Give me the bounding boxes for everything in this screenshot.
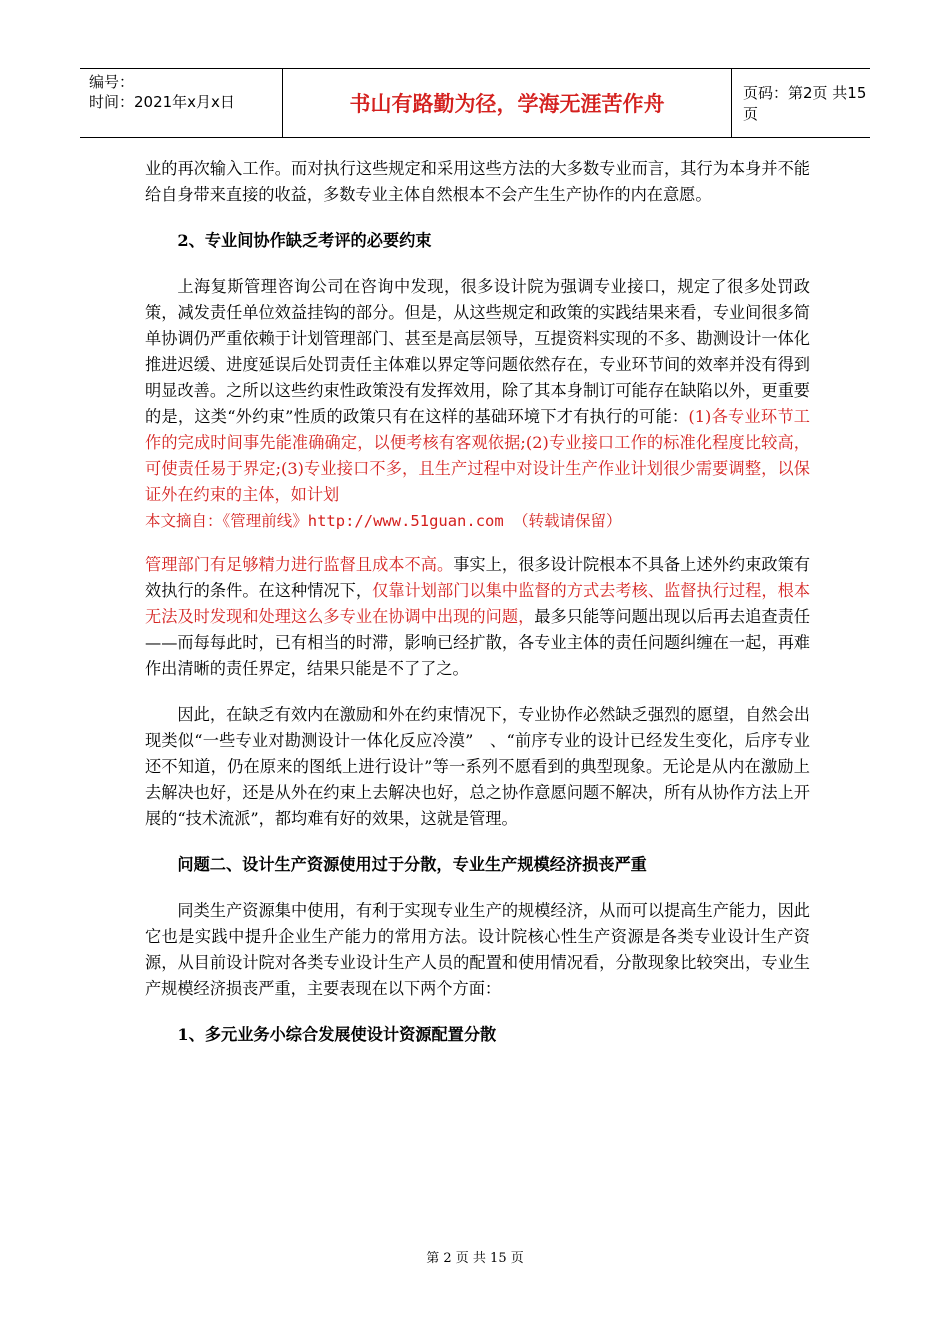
time-label: 时间：2021年x月x日 — [89, 93, 235, 111]
paragraph-text: 最多只能等问题出现以后再去追查责任——而每每此时，已有相当的时滞，影响已经扩散，各专业主体的责任问题纠缠在一起，再难作出清晰的责任界定，结果只能是不了了之。 — [145, 607, 811, 678]
number-label: 编号： — [89, 73, 135, 91]
document-body — [145, 156, 810, 1048]
paragraph: 同类生产资源集中使用，有利于实现专业生产的规模经济，从而可以提高生产能力，因此它也是实践中提升企业生产能力的常用方法。设计院核心性生产资源是各类专业设计生产资源，从目前设计院对各类专业设计生产人员的配置和使用情况看，分散现象比较突出，专业生产规模经济损丧严重，主要表现在以下两个方面： — [145, 901, 810, 998]
highlighted-text: 仅靠计划部门以集中监督的方式去考核、监督执行过程，根本无法及时发现和处理这么多专业在协调中出现的问题， — [145, 581, 811, 626]
header-motto: 书山有路勤为径，学海无涯苦作舟 — [282, 69, 732, 137]
paragraph-text: 事实上，很多设计院根本不具备上述外约束政策有效执行的条件。在这种情况下， — [145, 555, 810, 600]
highlighted-text: (1)各专业环节工作的完成时间事先能准确确定，以便考核有客观依据;(2)专业接口工作的标准化程度比较高，可使责任易于界定;(3)专业接口不多，且生产过程中对设计生产作业计划很少需要调整，以保证外在约束的主体，如计划 — [145, 407, 810, 504]
page-footer: 第 2 页 共 15 页 — [426, 1251, 524, 1266]
section-heading: 问题二、设计生产资源使用过于分散，专业生产规模经济损丧严重 — [177, 855, 647, 874]
paragraph-text: 上海复斯管理咨询公司在咨询中发现，很多设计院为强调专业接口，规定了很多处罚政策，减发责任单位效益挂钩的部分。但是，从这些规定和政策的实践结果来看，专业间很多简单协调仍严重依赖于计划管理部门、甚至是高层领导，互提资料实现的不多、勘测设计一体化推进迟缓、进度延误后处罚责任主体难以界定等问题依然存在，专业环节间的效率并没有得到明显改善。之所以这些约束性政策没有发挥效用，除了其本身制订可能存在缺陷以外，更重要的是，这类“外约束”性质的政策只有在这样的基础环境下才有执行的可能： — [145, 277, 810, 426]
paragraph: 业的再次输入工作。而对执行这些规定和采用这些方法的大多数专业而言，其行为本身并不能给自身带来直接的收益，多数专业主体自然根本不会产生生产协作的内在意愿。 — [145, 159, 810, 204]
section-heading: 2、专业间协作缺乏考评的必要约束 — [177, 231, 432, 250]
header-page-info: 页码：第2页 共15页 — [743, 84, 867, 123]
paragraph: 因此，在缺乏有效内在激励和外在约束情况下，专业协作必然缺乏强烈的愿望，自然会出现类似“一些专业对勘测设计一体化反应冷漠” 、“前序专业的设计已经发生变化，后序专业还不知道，仍在原来的图纸上进行设计”等一系列不愿看到的典型现象。无论是从内在激励上去解决也好，还是从外在约束上去解决也好，总之协作意愿问题不解决，所有从协作方法上开展的“技术流派”，都均难有好的效果，这就是管理。 — [145, 705, 810, 828]
source-note: 本文摘自：《管理前线》http://www.51guan.com （转载请保留） — [145, 512, 622, 530]
highlighted-text: 管理部门有足够精力进行监督且成本不高。 — [145, 555, 454, 574]
header-meta — [80, 69, 282, 137]
section-heading: 1、多元业务小综合发展使设计资源配置分散 — [177, 1025, 497, 1044]
page-header — [80, 68, 870, 138]
paragraph — [145, 552, 810, 682]
paragraph — [145, 274, 810, 508]
